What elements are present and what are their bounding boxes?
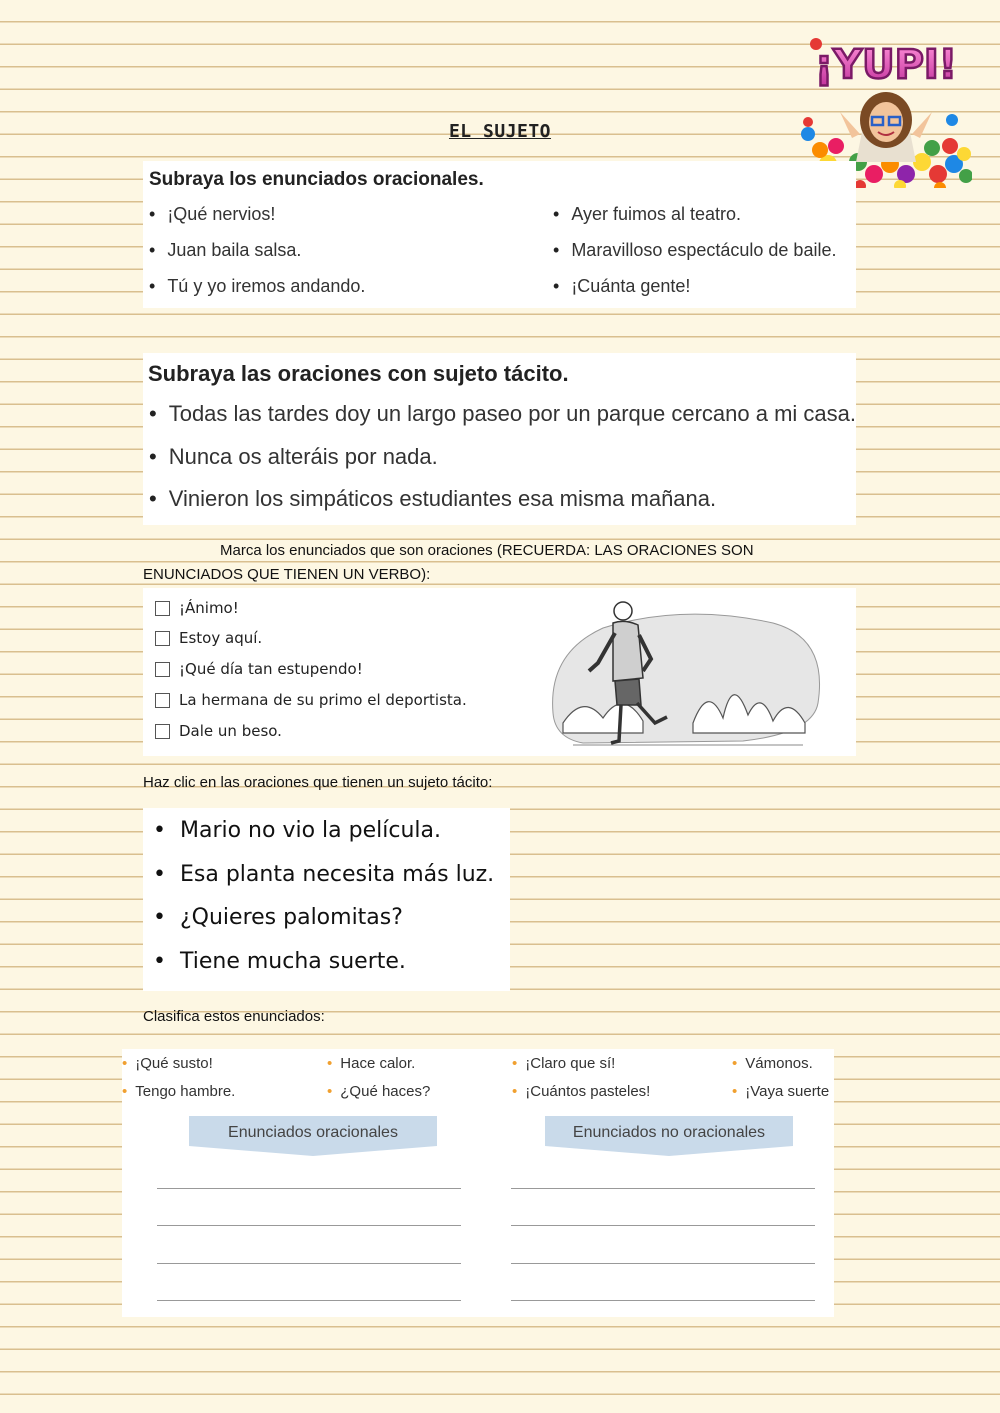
word-item: • ¿Qué haces?: [327, 1083, 430, 1100]
option-label: La hermana de su primo el deportista.: [179, 691, 467, 709]
banner-label: Enunciados no oracionales: [572, 1124, 766, 1141]
word-item: • ¡Claro que sí!: [512, 1055, 615, 1072]
answer-line[interactable]: [511, 1263, 815, 1264]
checkbox[interactable]: [155, 724, 170, 739]
checkbox[interactable]: [155, 601, 170, 616]
answer-line[interactable]: [511, 1188, 815, 1189]
runner-illustration: [543, 593, 833, 753]
checkbox[interactable]: [155, 631, 170, 646]
exercise-1-heading: Subraya los enunciados oracionales.: [149, 169, 484, 190]
answer-line[interactable]: [157, 1263, 461, 1264]
answer-line[interactable]: [157, 1188, 461, 1189]
checkbox-option[interactable]: [155, 629, 262, 647]
banner-oracionales: [189, 1116, 437, 1156]
svg-text:¡YUPI!: ¡YUPI!: [814, 42, 958, 88]
clickable-sentence[interactable]: • Tiene mucha suerte.: [153, 949, 406, 974]
checkbox[interactable]: [155, 693, 170, 708]
option-label: Estoy aquí.: [179, 629, 263, 647]
word-item: • Tengo hambre.: [122, 1083, 235, 1100]
answer-line[interactable]: [511, 1300, 815, 1301]
exercise-4: [143, 808, 510, 991]
list-item: • Ayer fuimos al teatro.: [553, 204, 741, 225]
list-item: • Tú y yo iremos andando.: [149, 276, 365, 297]
checkbox-option[interactable]: [155, 722, 282, 740]
answer-line[interactable]: [511, 1225, 815, 1226]
checkbox[interactable]: [155, 662, 170, 677]
checkbox-option[interactable]: [155, 691, 467, 709]
list-item: • Maravilloso espectáculo de baile.: [553, 240, 836, 261]
list-item: • Juan baila salsa.: [149, 240, 301, 261]
answer-line[interactable]: [157, 1225, 461, 1226]
list-item: • Vinieron los simpáticos estudiantes esa misma mañana.: [149, 486, 716, 512]
exercise-3-instruction-line1: Marca los enunciados que son oraciones (RECUERDA: LAS ORACIONES SON: [220, 542, 754, 559]
word-item: • Vámonos.: [732, 1055, 813, 1072]
page-title: EL SUJETO: [448, 121, 552, 142]
list-item: • Todas las tardes doy un largo paseo por un parque cercano a mi casa.: [149, 401, 856, 427]
exercise-5: [122, 1049, 834, 1317]
exercise-5-instruction: Clasifica estos enunciados:: [143, 1008, 325, 1025]
option-label: Dale un beso.: [179, 722, 282, 740]
banner-no-oracionales: [545, 1116, 793, 1156]
banner-label: Enunciados oracionales: [228, 1124, 398, 1141]
list-item: • Nunca os alteráis por nada.: [149, 444, 438, 470]
word-item: • ¡Qué susto!: [122, 1055, 213, 1072]
exercise-4-instruction: Haz clic en las oraciones que tienen un sujeto tácito:: [143, 774, 493, 791]
exercise-2-heading: Subraya las oraciones con sujeto tácito.: [148, 361, 569, 386]
clickable-sentence[interactable]: • Mario no vio la película.: [153, 818, 441, 843]
option-label: ¡Qué día tan estupendo!: [179, 660, 363, 678]
word-item: • ¡Vaya suerte: [732, 1083, 829, 1100]
list-item: • ¡Qué nervios!: [149, 204, 275, 225]
checkbox-option[interactable]: [155, 660, 363, 678]
clickable-sentence[interactable]: • Esa planta necesita más luz.: [153, 862, 494, 887]
clickable-sentence[interactable]: • ¿Quieres palomitas?: [153, 905, 403, 930]
word-item: • Hace calor.: [327, 1055, 415, 1072]
list-item: • ¡Cuánta gente!: [553, 276, 690, 297]
exercise-3-instruction-line2: ENUNCIADOS QUE TIENEN UN VERBO):: [143, 566, 431, 583]
exercise-3: [143, 588, 856, 756]
option-label: ¡Ánimo!: [179, 599, 239, 617]
checkbox-option[interactable]: [155, 599, 239, 617]
exercise-2: [143, 353, 856, 525]
exercise-1: [143, 161, 856, 308]
word-item: • ¡Cuántos pasteles!: [512, 1083, 650, 1100]
answer-line[interactable]: [157, 1300, 461, 1301]
